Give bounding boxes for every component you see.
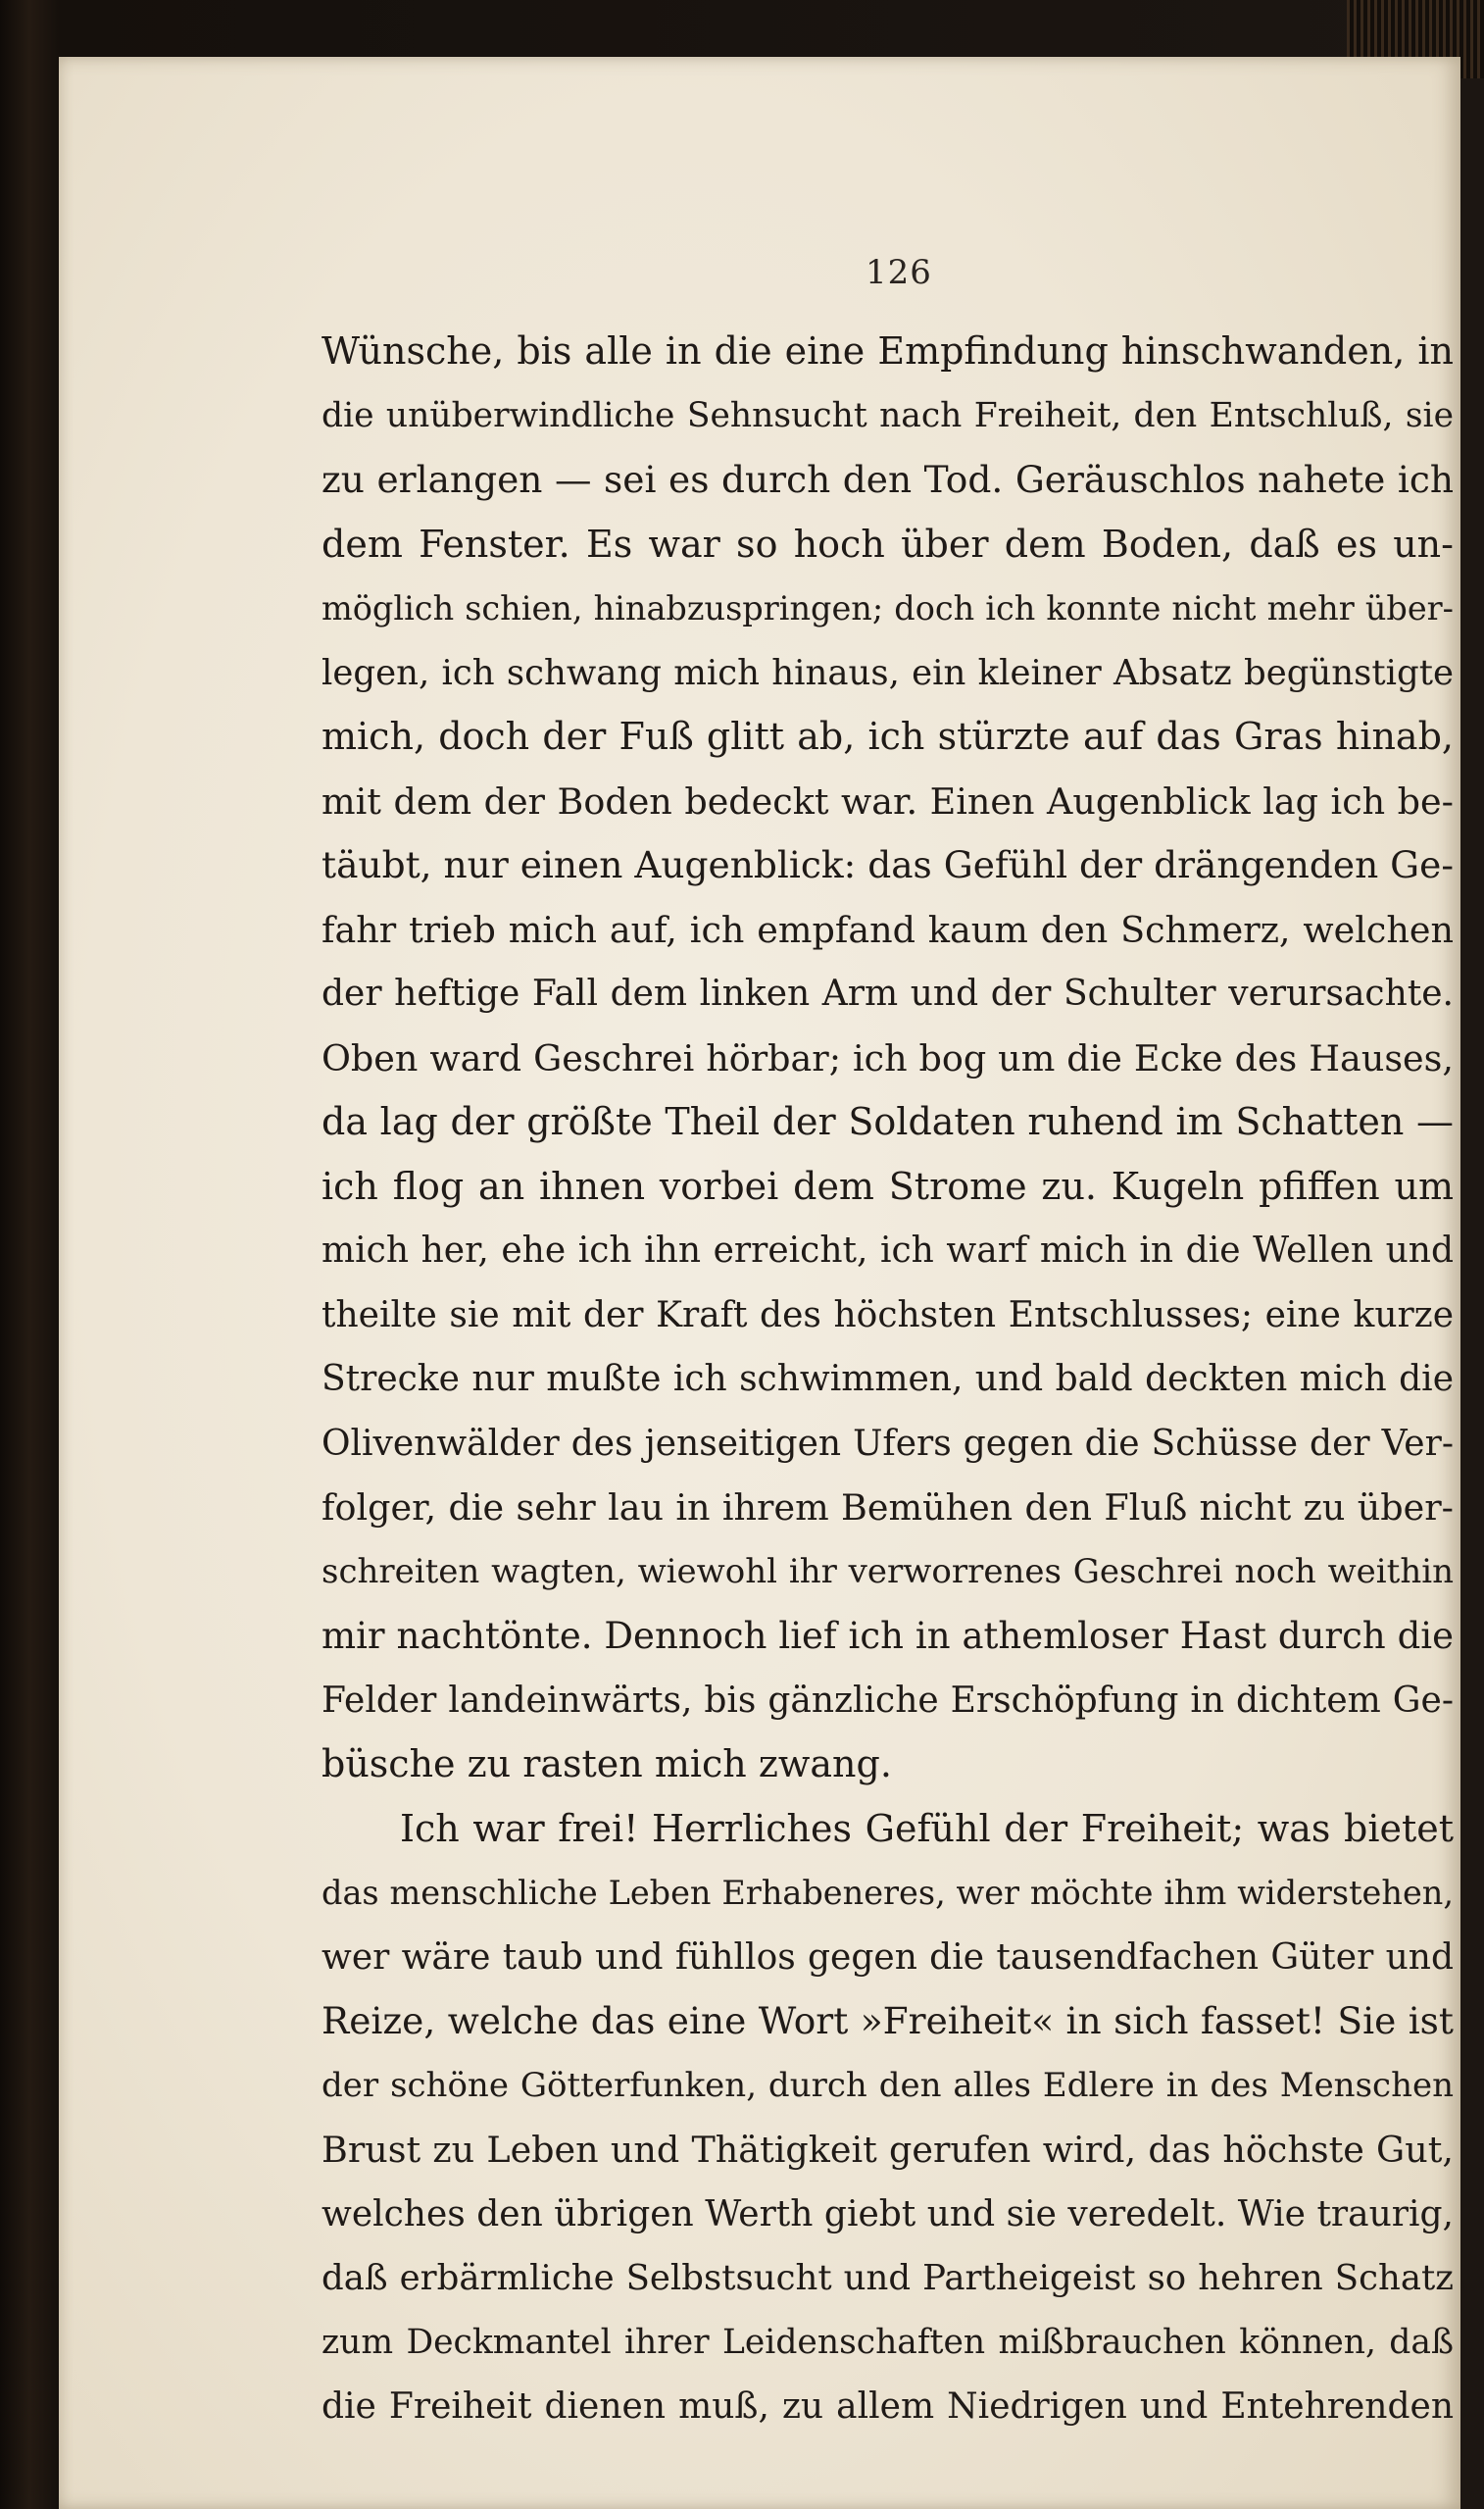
text-line: der schöne Götterfunken, durch den alles Edlere in des Menschen	[322, 2065, 1454, 2105]
text-line: legen, ich schwang mich hinaus, ein kleiner Absatz begünstigte	[322, 652, 1454, 693]
text-line: Ich war frei! Herrliches Gefühl der Freiheit; was bietet	[400, 1806, 1454, 1850]
text-line: fahr trieb mich auf, ich empfand kaum den Schmerz, welchen	[322, 908, 1454, 951]
text-line: möglich schien, hinabzuspringen; doch ich konnte nicht mehr über-	[322, 589, 1454, 627]
text-line: ich flog an ihnen vorbei dem Strome zu. Kugeln pfiffen um	[322, 1164, 1454, 1208]
text-line: der heftige Fall dem linken Arm und der Schulter verursachte.	[322, 974, 1454, 1014]
text-line: büsche zu rasten mich zwang.	[322, 1742, 892, 1785]
text-line: Felder landeinwärts, bis gänzliche Erschöpfung in dichtem Ge-	[322, 1680, 1454, 1721]
text-line: folger, die sehr lau in ihrem Bemühen den Fluß nicht zu über-	[322, 1486, 1454, 1529]
text-line: die unüberwindliche Sehnsucht nach Freiheit, den Entschluß, sie	[322, 395, 1454, 435]
text-line: zu erlangen — sei es durch den Tod. Geräuschlos nahete ich	[322, 458, 1454, 501]
text-line: wer wäre taub und fühllos gegen die tausendfachen Güter und	[322, 1936, 1454, 1978]
text-line: Strecke nur mußte ich schwimmen, und bald deckten mich die	[322, 1359, 1454, 1399]
text-line: da lag der größte Theil der Soldaten ruhend im Schatten —	[322, 1100, 1454, 1143]
text-line: täubt, nur einen Augenblick: das Gefühl der drängenden Ge-	[322, 843, 1454, 886]
text-line: mich her, ehe ich ihn erreicht, ich warf mich in die Wellen und	[322, 1230, 1454, 1271]
text-line: daß erbärmliche Selbstsucht und Partheigeist so hehren Schatz	[322, 2258, 1454, 2298]
text-line: das menschliche Leben Erhabeneres, wer möchte ihm widerstehen,	[322, 1874, 1454, 1912]
paragraph-2	[322, 1797, 1454, 2439]
paragraph-1	[322, 320, 1454, 1797]
text-line: Brust zu Leben und Thätigkeit gerufen wird, das höchste Gut,	[322, 2129, 1454, 2171]
text-line: Olivenwälder des jenseitigen Ufers gegen die Schüsse der Ver-	[322, 1423, 1454, 1464]
text-line: Wünsche, bis alle in die eine Empfindung hinschwanden, in	[322, 329, 1454, 373]
book-page	[59, 57, 1460, 2509]
page-number: 126	[866, 253, 932, 292]
text-line: mich, doch der Fuß glitt ab, ich stürzte auf das Gras hinab,	[322, 715, 1454, 758]
text-line: welches den übrigen Werth giebt und sie veredelt. Wie traurig,	[322, 2193, 1454, 2234]
text-line: Oben ward Geschrei hörbar; ich bog um die Ecke des Hauses,	[322, 1036, 1454, 1079]
text-line: Reize, welche das eine Wort »Freiheit« in sich fasset! Sie ist	[322, 1999, 1454, 2042]
text-line: theilte sie mit der Kraft des höchsten Entschlusses; eine kurze	[322, 1294, 1454, 1335]
text-line: dem Fenster. Es war so hoch über dem Boden, daß es un-	[322, 522, 1454, 566]
text-line: zum Deckmantel ihrer Leidenschaften mißbrauchen können, daß	[322, 2322, 1454, 2362]
text-line: schreiten wagten, wiewohl ihr verworrenes Geschrei noch weithin	[322, 1551, 1454, 1591]
text-line: mir nachtönte. Dennoch lief ich in athemloser Hast durch die	[322, 1615, 1454, 1657]
text-line: mit dem der Boden bedeckt war. Einen Augenblick lag ich be-	[322, 779, 1454, 823]
text-line: die Freiheit dienen muß, zu allem Niedrigen und Entehrenden	[322, 2386, 1454, 2427]
body-text	[322, 320, 1454, 2439]
